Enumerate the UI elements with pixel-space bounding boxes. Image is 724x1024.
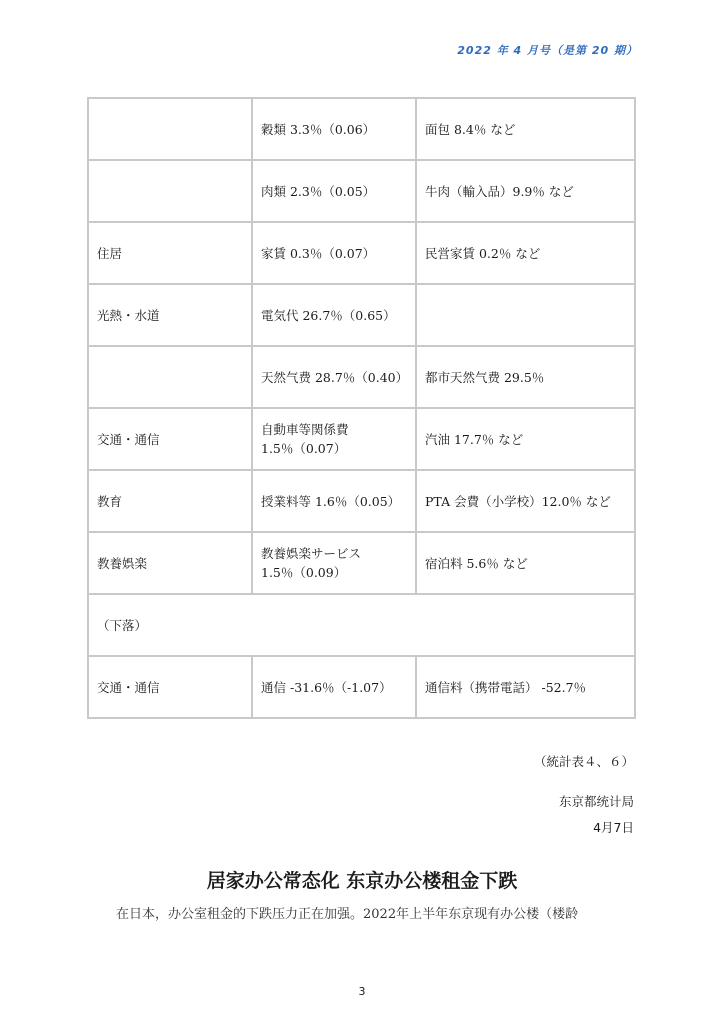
detail-cell: 民営家賃 0.2％ など: [416, 222, 635, 284]
category-cell: 光熱・水道: [88, 284, 252, 346]
table-row: [88, 470, 635, 532]
article-title: 居家办公常态化 东京办公楼租金下跌: [206, 870, 518, 892]
detail-cell: 面包 8.4％ など: [416, 98, 635, 160]
item-cell: 授業料等 1.6％（0.05）: [252, 470, 416, 532]
publisher: 东京都统计局: [558, 794, 634, 809]
issue-label: 2022 年 4 月号（是第 20 期）: [457, 44, 638, 57]
item-cell: 天然气费 28.7％（0.40）: [252, 346, 416, 408]
category-cell: 教育: [88, 470, 252, 532]
detail-cell: 通信料（携帯電話） -52.7％: [416, 656, 635, 718]
table-row: [88, 408, 635, 470]
table-row: [88, 656, 635, 718]
source-note: （統計表４、６）: [533, 754, 634, 769]
table-row: [88, 160, 635, 222]
table-section-row: [88, 594, 635, 656]
category-cell: 交通・通信: [88, 408, 252, 470]
category-cell: [88, 346, 252, 408]
item-cell: 電気代 26.7％（0.65）: [252, 284, 416, 346]
item-cell: 穀類 3.3％（0.06）: [252, 98, 416, 160]
item-cell: 教養娯楽サービス 1.5％（0.09）: [252, 532, 416, 594]
category-cell: 交通・通信: [88, 656, 252, 718]
section-cell: （下落）: [88, 594, 635, 656]
category-cell: 教養娯楽: [88, 532, 252, 594]
table-row: [88, 532, 635, 594]
price-table: [87, 97, 636, 719]
category-cell: 住居: [88, 222, 252, 284]
detail-cell: PTA 会費（小学校）12.0％ など: [416, 470, 635, 532]
detail-cell: 宿泊料 5.6％ など: [416, 532, 635, 594]
detail-cell: [416, 284, 635, 346]
item-cell: 通信 -31.6％（-1.07）: [252, 656, 416, 718]
article-body: 在日本，办公室租金的下跌压力正在加强。2022年上半年东京现有办公楼（楼龄: [116, 907, 579, 922]
category-cell: [88, 98, 252, 160]
table-row: [88, 98, 635, 160]
table-row: [88, 222, 635, 284]
category-cell: [88, 160, 252, 222]
table-row: [88, 284, 635, 346]
item-cell: 肉類 2.3％（0.05）: [252, 160, 416, 222]
publish-date: 4月7日: [593, 820, 634, 835]
page-number: 3: [358, 985, 366, 998]
item-cell: 家賃 0.3％（0.07）: [252, 222, 416, 284]
detail-cell: 汽油 17.7％ など: [416, 408, 635, 470]
item-cell: 自動車等関係費 1.5％（0.07）: [252, 408, 416, 470]
detail-cell: 牛肉（輸入品）9.9％ など: [416, 160, 635, 222]
detail-cell: 都市天然气费 29.5％: [416, 346, 635, 408]
table-row: [88, 346, 635, 408]
